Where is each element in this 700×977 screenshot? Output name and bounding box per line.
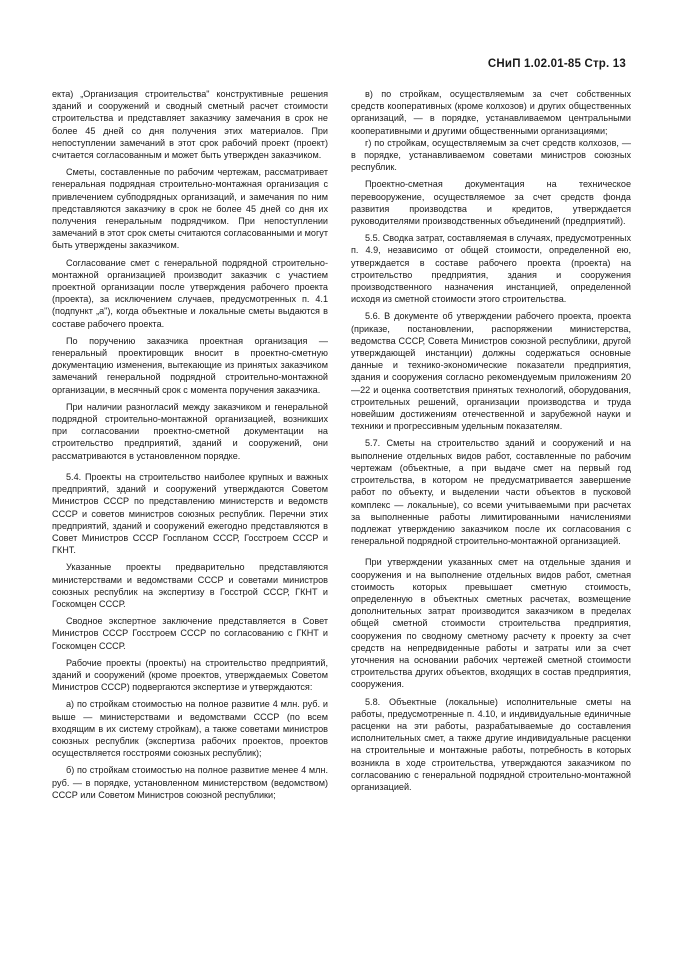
paragraph: Согласование смет с генеральной подрядной строительно-монтажной организацией производит заказчик с участием проектной организации после утверждения рабочего проекта (проекта), за исключением случаев, предусмотренных п. 4.1 (подпункт „а"), когда объектные и локальные сметы выдаются в составе рабочего проекта. [52, 257, 328, 329]
left-column [52, 88, 328, 801]
paragraph: Рабочие проекты (проекты) на строительство предприятий, зданий и сооружений (кроме проектов, утверждаемых Советом Министров СССР) подвергаются экспертизе и утверждаются: [52, 657, 328, 693]
list-item-b: б) по стройкам стоимостью на полное развитие менее 4 млн. руб. — в порядке, установленном министерством (ведомством) СССР или Советом Министров союзной республики; [52, 765, 328, 800]
section-5-6: 5.6. В документе об утверждении рабочего проекта, проекта (приказе, постановлении, распоряжении министерства, ведомства СССР, Совета Министров союзной республики, другой утверждающей инстанции) должны содержаться основные данные и технико-экономические показатели предприятия, здания и сооружения согласно рекомендуемым приложениям 20—22 и оценка соответствия принятых технологий, оборудования, строительных решений, организации производства и труда новейшим достижениям отечественной и зарубежной науки и техники и прогрессивным удельным показателям. [351, 311, 631, 432]
paragraph: По поручению заказчика проектная организация — генеральный проектировщик вносит в проектно-сметную документацию изменения, вытекающие из принятых заказчиком замечаний генеральной подрядной строительно-монтажной организации, в месячный срок с момента поручения заказчика. [52, 335, 328, 395]
paragraph: Указанные проекты предварительно представляются министерствами и ведомствами СССР и советами министров союзных республик на экспертизу в Госстрой СССР, ГКНТ и Госкомцен СССР. [52, 562, 328, 609]
section-5-5: 5.5. Сводка затрат, составляемая в случаях, предусмотренных п. 4.9, независимо от общей стоимости, определенной ею, утверждается в составе рабочего проекта (проекта) на строительство предприятия, здания и сооружения производственного назначения инстанцией, определенной исходя из сметной стоимости этого строительства. [351, 233, 632, 305]
list-item-g: г) по стройкам, осуществляемым за счет средств колхозов, — в порядке, устанавливаемом советами министров союзных республик. [351, 137, 631, 173]
section-5-7: 5.7. Сметы на строительство зданий и сооружений и на выполнение отдельных видов работ, составленные по рабочим чертежам (объектные, а при выдаче смет на первый год строительства, в котором не предусматривается завершение работ по объекту, и выделении части объектов в пусковой комплекс — локальные), со всеми учитываемыми при расчетах за выполненные работы лимитированными начислениями подлежат утверждению заказчиком после их согласования с генеральной подрядной строительно-монтажной организацией. [351, 438, 631, 547]
list-item-a: а) по стройкам стоимостью на полное развитие 4 млн. руб. и выше — министерствами и ведомствами СССР (по всем входящим в их систему стройкам), а также советами министров союзных республик (экспертиза рабочих проектов, проектов осуществляется госстроями союзных республик); [52, 699, 328, 759]
paragraph: Проектно-сметная документация на техническое перевооружение, осуществляемое за счет средств фонда развития производства и кредитов, утверждается руководителями производственных объединений (предприятий). [351, 179, 631, 227]
paragraph: Сметы, составленные по рабочим чертежам, рассматривает генеральная подрядная строительно-монтажная организация с привлечением субподрядных организаций, и замечания по ним представляются заказчику в срок не более 45 дней со дня их получения генеральным подрядчиком. При непоступлении замечаний в этот срок сметы считаются согласованными и могут быть утверждены заказчиком. [52, 167, 328, 251]
paragraph: екта) „Организация строительства" конструктивные решения зданий и сооружений и сводный сметный расчет стоимости строительства и представляет заказчику замечания в срок не более 45 дней со дня получения этих материалов. При непоступлении замечаний в этот срок рабочий проект (проект) считается согласованным и может быть утвержден заказчиком. [52, 89, 328, 161]
right-column [351, 88, 631, 793]
section-5-8: 5.8. Объектные (локальные) исполнительные сметы на работы, предусмотренные п. 4.10, и индивидуальные единичные расценки на эти работы, разрабатываемые до составления исполнительных смет, а также другие индивидуальные расценки на строительные и монтажные работы, потребность в которых возникла в ходе строительства, утверждаются заказчиком по согласованию с генеральной подрядной строительно-монтажной организацией. [351, 696, 631, 792]
page-header: СНиП 1.02.01-85 Стр. 13 [487, 58, 626, 70]
list-item-v: в) по стройкам, осуществляемым за счет собственных средств кооперативных (кроме колхозов) и других общественных организаций, — в порядке, устанавливаемом центральными кооперативными и другими общественными организациями; [351, 89, 631, 136]
section-5-4: 5.4. Проекты на строительство наиболее крупных и важных предприятий, зданий и сооружений утверждаются Советом Министров СССР по представлению министерств и ведомств СССР и советов министров союзных республик. Перечни этих предприятий, зданий и сооружений ежегодно представляются в Совет Министров СССР Госпланом СССР, Госстроем СССР и ГКНТ. [52, 471, 328, 556]
paragraph: Сводное экспертное заключение представляется в Совет Министров СССР Госстроем СССР по согласованию с ГКНТ и Госкомцен СССР. [52, 616, 328, 651]
paragraph: При утверждении указанных смет на отдельные здания и сооружения и на выполнение отдельных видов работ, сметная стоимость которых превышает сметную стоимость, определенную в объектных сметных расчетах, возмещение дополнительных затрат производится заказчиком в пределах общей сметной стоимости строительства предприятия, сооружения по сводному сметному расчету к проекту за счет средств на непредвиденные работы и затраты или за счет уточнения на основании рабочих чертежей сметной стоимости строительства других объектов, входящих в состав предприятия, сооружения. [351, 557, 631, 690]
paragraph: При наличии разногласий между заказчиком и генеральной подрядной строительно-монтажной организацией, возникших при согласовании проектно-сметной документации на строительство предприятий, зданий и сооружений, они рассматриваются в установленном порядке. [52, 401, 328, 461]
